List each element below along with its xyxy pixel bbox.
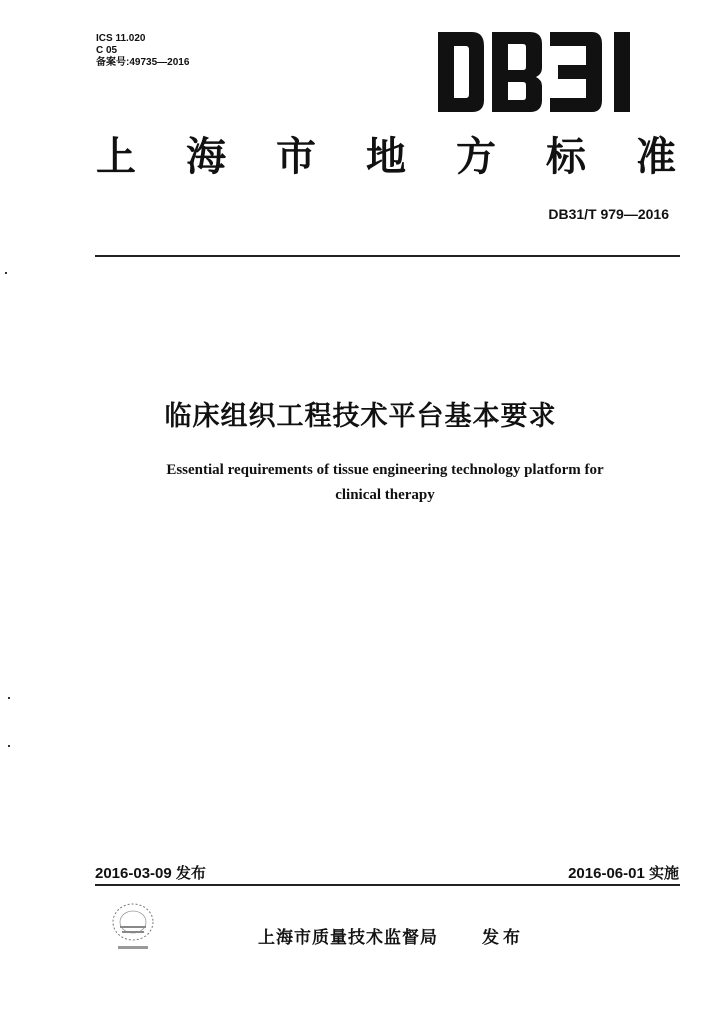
- issuing-authority: 上海市质量技术监督局: [258, 928, 438, 948]
- scan-speck: [8, 745, 10, 747]
- header-divider: [95, 255, 680, 257]
- classification-block: [96, 33, 189, 69]
- org-title-char: 准: [636, 134, 676, 180]
- org-title-char: 市: [276, 134, 316, 180]
- org-title-char: 地: [366, 134, 406, 180]
- scan-speck: [5, 272, 7, 274]
- org-title-char: 标: [546, 134, 586, 180]
- issue-date: 2016-03-09 发布: [95, 865, 206, 882]
- scan-speck: [8, 697, 10, 699]
- footer-divider: [95, 884, 680, 886]
- filing-number: 备案号:49735—2016: [96, 57, 190, 68]
- english-title: [90, 458, 680, 508]
- chinese-title: 临床组织工程技术平台基本要求: [164, 401, 557, 432]
- english-title-line: clinical therapy: [335, 487, 435, 503]
- ics-code: ICS 11.020: [96, 33, 146, 44]
- org-title-char: 方: [456, 134, 496, 180]
- english-title-line: Essential requirements of tissue engineering technology platform for: [166, 462, 604, 478]
- db31-logo: [432, 22, 642, 122]
- org-title: [96, 135, 676, 179]
- issuer-action: 发布: [482, 928, 524, 948]
- ccs-code: C 05: [96, 45, 118, 56]
- org-title-char: 上: [96, 134, 136, 180]
- implement-date: 2016-06-01 实施: [568, 865, 679, 882]
- org-title-char: 海: [186, 134, 226, 180]
- official-seal-icon: [100, 900, 166, 958]
- standard-code: DB31/T 979—2016: [548, 206, 669, 222]
